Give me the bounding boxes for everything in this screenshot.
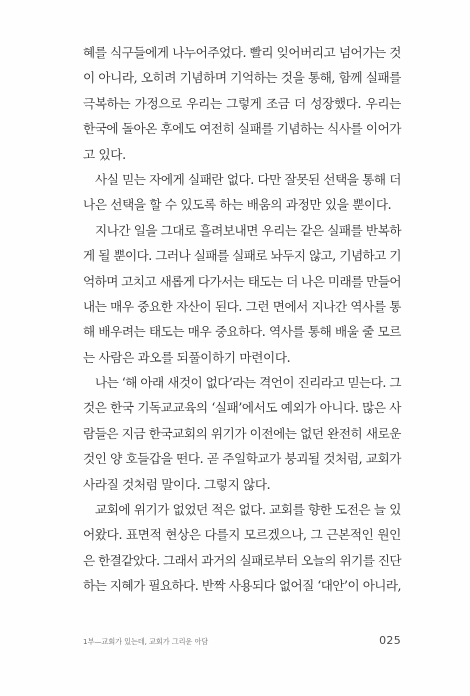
text-line: 은 한결같았다. 그래서 과거의 실패로부터 오늘의 위기를 진단 bbox=[83, 552, 402, 568]
body-text bbox=[83, 40, 401, 599]
text-line: 이 아니라, 오히려 기념하며 기억하는 것을 통해, 함께 실패를 bbox=[83, 70, 401, 86]
text-line: 나는 ‘해 아래 새것이 없다’라는 격언이 진리라고 믿는다. 그 bbox=[95, 375, 401, 391]
text-line: 게 될 뿐이다. 그러나 실패를 실패로 놔두지 않고, 기념하고 기 bbox=[83, 248, 401, 264]
text-line: 한국에 돌아온 후에도 여전히 실패를 기념하는 식사를 이어가 bbox=[83, 121, 401, 137]
text-line: 것은 한국 기독교교육의 ‘실패’에서도 예외가 아니다. 많은 사 bbox=[83, 400, 401, 416]
text-line: 해 배우려는 태도는 매우 중요하다. 역사를 통해 배울 줄 모르 bbox=[83, 324, 401, 340]
text-line: 혜를 식구들에게 나누어주었다. 빨리 잊어버리고 넘어가는 것 bbox=[83, 45, 401, 60]
text-line: 극복하는 가정으로 우리는 그렇게 조금 더 성장했다. 우리는 bbox=[83, 95, 401, 111]
text-line: 람들은 지금 한국교회의 위기가 이전에는 없던 완전히 새로운 bbox=[83, 425, 401, 441]
text-line: 내는 매우 중요한 자산이 된다. 그런 면에서 지나간 역사를 통 bbox=[83, 298, 401, 314]
text-line: 는 사람은 과오를 되풀이하기 마련이다. bbox=[83, 349, 291, 365]
text-line: 것인 양 호들갑을 떤다. 곧 주일학교가 붕괴될 것처럼, 교회가 bbox=[83, 451, 401, 467]
text-line: 억하며 고치고 새롭게 다가서는 태도는 더 나은 미래를 만들어 bbox=[83, 273, 402, 289]
text-line: 어왔다. 표면적 현상은 다를지 모르겠으나, 그 근본적인 원인 bbox=[83, 527, 401, 543]
text-line: 사실 믿는 자에게 실패란 없다. 다만 잘못된 선택을 통해 더 bbox=[95, 171, 401, 187]
running-head: 1부—교회가 있는데, 교회가 그리운 아담 bbox=[83, 637, 209, 646]
text-line: 하는 지혜가 필요하다. 반짝 사용되다 없어질 ‘대안’이 아니라, bbox=[83, 578, 401, 594]
text-line: 나은 선택을 할 수 있도록 하는 배움의 과정만 있을 뿐이다. bbox=[83, 197, 392, 213]
text-line: 교회에 위기가 없었던 적은 없다. 교회를 향한 도전은 늘 있 bbox=[95, 502, 401, 518]
text-line: 지나간 일을 그대로 흘려보내면 우리는 같은 실패를 반복하 bbox=[95, 222, 402, 238]
text-line: 사라질 것처럼 말이다. 그렇지 않다. bbox=[83, 476, 271, 492]
page-number: 025 bbox=[379, 634, 401, 647]
page-footer bbox=[83, 634, 401, 652]
text-line: 고 있다. bbox=[83, 146, 126, 162]
